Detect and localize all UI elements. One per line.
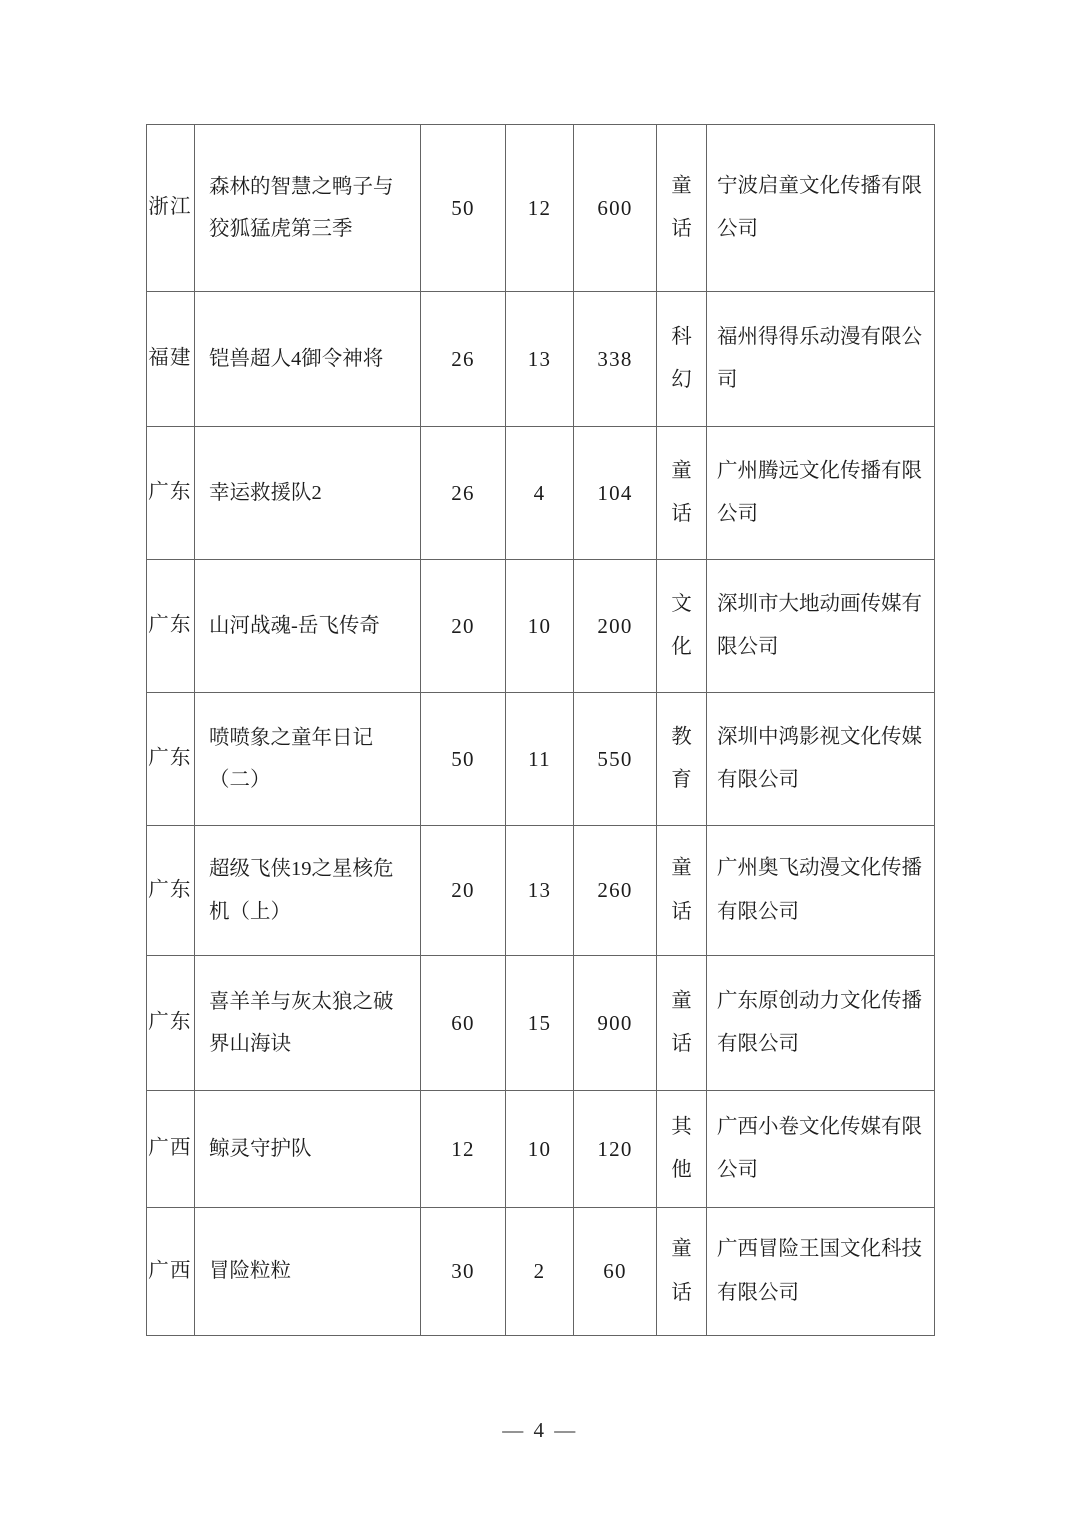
genre-char: 话 bbox=[671, 503, 692, 525]
production-list-table bbox=[146, 124, 935, 1336]
cell-province: 广东 bbox=[147, 693, 195, 826]
table-row bbox=[147, 125, 935, 292]
cell-province: 广东 bbox=[147, 560, 195, 693]
genre-vertical-text bbox=[657, 706, 706, 812]
cell-genre bbox=[657, 1208, 707, 1336]
cell-total-minutes: 600 bbox=[574, 125, 657, 292]
cell-title: 喷喷象之童年日记（二） bbox=[195, 693, 421, 826]
table-row bbox=[147, 693, 935, 826]
genre-vertical-text bbox=[657, 837, 706, 943]
cell-minutes-per-episode: 13 bbox=[506, 826, 574, 956]
genre-vertical-text bbox=[657, 1218, 706, 1324]
genre-char: 话 bbox=[671, 1033, 692, 1055]
cell-province: 广东 bbox=[147, 826, 195, 956]
cell-episodes: 50 bbox=[421, 693, 506, 826]
cell-minutes-per-episode: 11 bbox=[506, 693, 574, 826]
cell-minutes-per-episode: 12 bbox=[506, 125, 574, 292]
cell-genre bbox=[657, 1091, 707, 1208]
cell-genre bbox=[657, 693, 707, 826]
genre-char: 话 bbox=[671, 900, 692, 923]
cell-title: 铠兽超人4御令神将 bbox=[195, 292, 421, 427]
table-row bbox=[147, 1208, 935, 1336]
genre-char: 话 bbox=[671, 218, 692, 240]
genre-char: 科 bbox=[671, 325, 692, 348]
cell-episodes: 26 bbox=[421, 292, 506, 427]
cell-total-minutes: 200 bbox=[574, 560, 657, 693]
cell-minutes-per-episode: 2 bbox=[506, 1208, 574, 1336]
genre-char: 他 bbox=[671, 1159, 692, 1181]
cell-episodes: 30 bbox=[421, 1208, 506, 1336]
table-row bbox=[147, 427, 935, 560]
cell-genre bbox=[657, 427, 707, 560]
cell-company: 深圳中鸿影视文化传媒有限公司 bbox=[707, 693, 935, 826]
cell-episodes: 12 bbox=[421, 1091, 506, 1208]
cell-total-minutes: 338 bbox=[574, 292, 657, 427]
table-row bbox=[147, 292, 935, 427]
genre-vertical-text bbox=[657, 440, 706, 546]
cell-genre bbox=[657, 956, 707, 1091]
genre-char: 化 bbox=[671, 636, 692, 658]
table-row bbox=[147, 1091, 935, 1208]
cell-minutes-per-episode: 15 bbox=[506, 956, 574, 1091]
page-number-footer: — 4 — bbox=[502, 1418, 578, 1442]
cell-genre bbox=[657, 826, 707, 956]
genre-vertical-text bbox=[657, 573, 706, 679]
cell-minutes-per-episode: 4 bbox=[506, 427, 574, 560]
cell-company: 深圳市大地动画传媒有限公司 bbox=[707, 560, 935, 693]
cell-company: 广西冒险王国文化科技有限公司 bbox=[707, 1208, 935, 1336]
genre-char: 童 bbox=[671, 989, 692, 1012]
cell-episodes: 26 bbox=[421, 427, 506, 560]
genre-char: 幻 bbox=[671, 369, 692, 391]
cell-episodes: 60 bbox=[421, 956, 506, 1091]
cell-minutes-per-episode: 13 bbox=[506, 292, 574, 427]
cell-title: 鲸灵守护队 bbox=[195, 1091, 421, 1208]
genre-char: 教 bbox=[671, 725, 692, 748]
cell-province: 浙江 bbox=[147, 125, 195, 292]
cell-episodes: 20 bbox=[421, 826, 506, 956]
genre-char: 其 bbox=[671, 1115, 692, 1138]
production-list-table-container bbox=[146, 124, 934, 1336]
table-row bbox=[147, 826, 935, 956]
genre-char: 文 bbox=[671, 592, 692, 615]
genre-vertical-text bbox=[657, 1096, 706, 1202]
cell-total-minutes: 104 bbox=[574, 427, 657, 560]
cell-total-minutes: 120 bbox=[574, 1091, 657, 1208]
cell-episodes: 20 bbox=[421, 560, 506, 693]
cell-province: 广西 bbox=[147, 1208, 195, 1336]
genre-char: 童 bbox=[671, 1238, 692, 1261]
cell-company: 广州奥飞动漫文化传播有限公司 bbox=[707, 826, 935, 956]
cell-genre bbox=[657, 125, 707, 292]
cell-title: 森林的智慧之鸭子与狡狐猛虎第三季 bbox=[195, 125, 421, 292]
table-body bbox=[147, 125, 935, 1336]
table-row bbox=[147, 560, 935, 693]
cell-title: 幸运救援队2 bbox=[195, 427, 421, 560]
cell-total-minutes: 550 bbox=[574, 693, 657, 826]
cell-minutes-per-episode: 10 bbox=[506, 560, 574, 693]
cell-company: 广东原创动力文化传播有限公司 bbox=[707, 956, 935, 1091]
genre-vertical-text bbox=[657, 970, 706, 1076]
genre-char: 童 bbox=[671, 174, 692, 197]
cell-province: 广东 bbox=[147, 427, 195, 560]
genre-vertical-text bbox=[657, 155, 706, 261]
cell-minutes-per-episode: 10 bbox=[506, 1091, 574, 1208]
genre-vertical-text bbox=[657, 306, 706, 412]
cell-title: 山河战魂-岳飞传奇 bbox=[195, 560, 421, 693]
cell-title: 超级飞侠19之星核危机（上） bbox=[195, 826, 421, 956]
cell-company: 福州得得乐动漫有限公司 bbox=[707, 292, 935, 427]
cell-total-minutes: 900 bbox=[574, 956, 657, 1091]
cell-company: 广西小卷文化传媒有限公司 bbox=[707, 1091, 935, 1208]
cell-province: 广东 bbox=[147, 956, 195, 1091]
cell-episodes: 50 bbox=[421, 125, 506, 292]
table-row bbox=[147, 956, 935, 1091]
cell-company: 广州腾远文化传播有限公司 bbox=[707, 427, 935, 560]
cell-genre bbox=[657, 292, 707, 427]
cell-total-minutes: 260 bbox=[574, 826, 657, 956]
cell-genre bbox=[657, 560, 707, 693]
cell-province: 广西 bbox=[147, 1091, 195, 1208]
genre-char: 育 bbox=[671, 769, 692, 791]
cell-total-minutes: 60 bbox=[574, 1208, 657, 1336]
cell-company: 宁波启童文化传播有限公司 bbox=[707, 125, 935, 292]
cell-title: 喜羊羊与灰太狼之破界山海诀 bbox=[195, 956, 421, 1091]
cell-province: 福建 bbox=[147, 292, 195, 427]
genre-char: 童 bbox=[671, 459, 692, 482]
genre-char: 童 bbox=[671, 857, 692, 880]
cell-title: 冒险粒粒 bbox=[195, 1208, 421, 1336]
genre-char: 话 bbox=[671, 1281, 692, 1304]
